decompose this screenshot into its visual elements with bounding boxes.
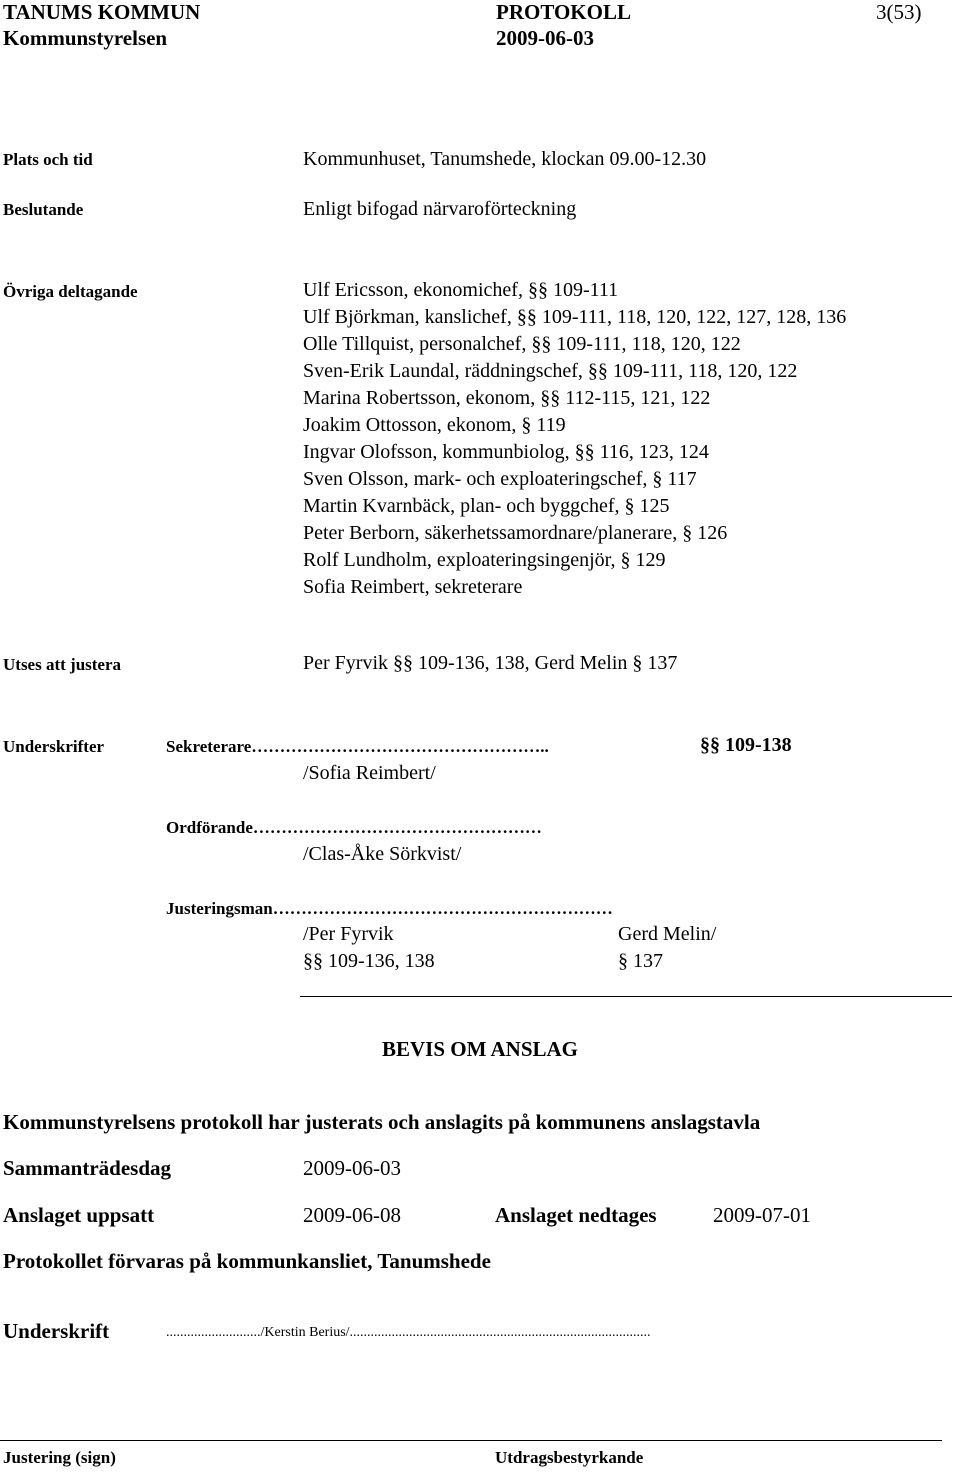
signature-value: .........................../Kerstin Berius/...................................................................................... bbox=[166, 1325, 651, 1340]
attendee-row: Martin Kvarnbäck, plan- och byggchef, § 125 bbox=[303, 495, 670, 517]
adjuster-signature-line: Justeringsman…………………………………………………… bbox=[166, 899, 613, 918]
notice-title: BEVIS OM ANSLAG bbox=[381, 1037, 579, 1061]
municipality-name: TANUMS KOMMUN bbox=[3, 0, 201, 24]
signatures-label: Underskrifter bbox=[3, 737, 105, 756]
posted-label: Anslaget uppsatt bbox=[3, 1203, 155, 1227]
secretary-name: /Sofia Reimbert/ bbox=[303, 762, 436, 784]
adjuster2-name: Gerd Melin/ bbox=[618, 923, 717, 945]
attendee-row: Ulf Björkman, kanslichef, §§ 109-111, 118, 120, 122, 127, 128, 136 bbox=[303, 306, 847, 328]
attendee-row: Peter Berborn, säkerhetssamordnare/planerare, § 126 bbox=[303, 522, 728, 544]
extract-cert-label: Utdragsbestyrkande bbox=[495, 1448, 644, 1467]
adjust-value: Per Fyrvik §§ 109-136, 138, Gerd Melin § 137 bbox=[303, 652, 678, 674]
document-type: PROTOKOLL bbox=[496, 0, 631, 24]
attendee-row: Marina Robertsson, ekonom, §§ 112-115, 121, 122 bbox=[303, 387, 711, 409]
attendee-row: Rolf Lundholm, exploateringsingenjör, § 129 bbox=[303, 549, 666, 571]
notice-statement: Kommunstyrelsens protokoll har justerats och anslagits på kommunens anslagstavla bbox=[3, 1110, 761, 1134]
attendee-row: Ulf Ericsson, ekonomichef, §§ 109-111 bbox=[303, 279, 619, 301]
meeting-date: 2009-06-03 bbox=[496, 26, 594, 50]
chair-name: /Clas-Åke Sörkvist/ bbox=[303, 843, 462, 865]
attendees-label: Övriga deltagande bbox=[3, 282, 138, 301]
posted-date: 2009-06-08 bbox=[303, 1203, 401, 1227]
adjuster1-paragraphs: §§ 109-136, 138 bbox=[303, 950, 435, 972]
place-value: Kommunhuset, Tanumshede, klockan 09.00-12.30 bbox=[303, 148, 707, 170]
attendee-row: Joakim Ottosson, ekonom, § 119 bbox=[303, 414, 566, 436]
place-label: Plats och tid bbox=[3, 150, 93, 169]
removed-label: Anslaget nedtages bbox=[495, 1203, 657, 1227]
meeting-date-label: Sammanträdesdag bbox=[3, 1156, 172, 1180]
attendee-row: Sofia Reimbert, sekreterare bbox=[303, 576, 523, 598]
attendee-row: Sven Olsson, mark- och exploateringschef, § 117 bbox=[303, 468, 697, 490]
deciding-label: Beslutande bbox=[3, 200, 84, 219]
meeting-date-value: 2009-06-03 bbox=[303, 1156, 401, 1180]
secretary-paragraphs: §§ 109-138 bbox=[700, 734, 792, 756]
removed-date: 2009-07-01 bbox=[713, 1203, 811, 1227]
page-number: 3(53) bbox=[876, 0, 922, 24]
chair-signature-line: Ordförande…………………………………………… bbox=[166, 818, 542, 837]
adjuster2-paragraphs: § 137 bbox=[618, 950, 663, 972]
attendee-row: Ingvar Olofsson, kommunbiolog, §§ 116, 123, 124 bbox=[303, 441, 709, 463]
attendee-row: Olle Tillquist, personalchef, §§ 109-111, 118, 120, 122 bbox=[303, 333, 741, 355]
storage-note: Protokollet förvaras på kommunkansliet, Tanumshede bbox=[3, 1249, 491, 1273]
attendee-row: Sven-Erik Laundal, räddningschef, §§ 109-111, 118, 120, 122 bbox=[303, 360, 798, 382]
board-name: Kommunstyrelsen bbox=[3, 26, 168, 50]
footer-line bbox=[0, 1440, 942, 1441]
divider-line bbox=[300, 996, 952, 997]
signature-label: Underskrift bbox=[3, 1319, 110, 1343]
adjuster1-name: /Per Fyrvik bbox=[303, 923, 394, 945]
adjust-sign-label: Justering (sign) bbox=[3, 1448, 116, 1467]
attendees-list bbox=[303, 277, 943, 601]
secretary-signature-line: Sekreterare…………………………………………….. bbox=[166, 737, 549, 756]
adjust-label: Utses att justera bbox=[3, 655, 122, 674]
deciding-value: Enligt bifogad närvaroförteckning bbox=[303, 198, 577, 220]
